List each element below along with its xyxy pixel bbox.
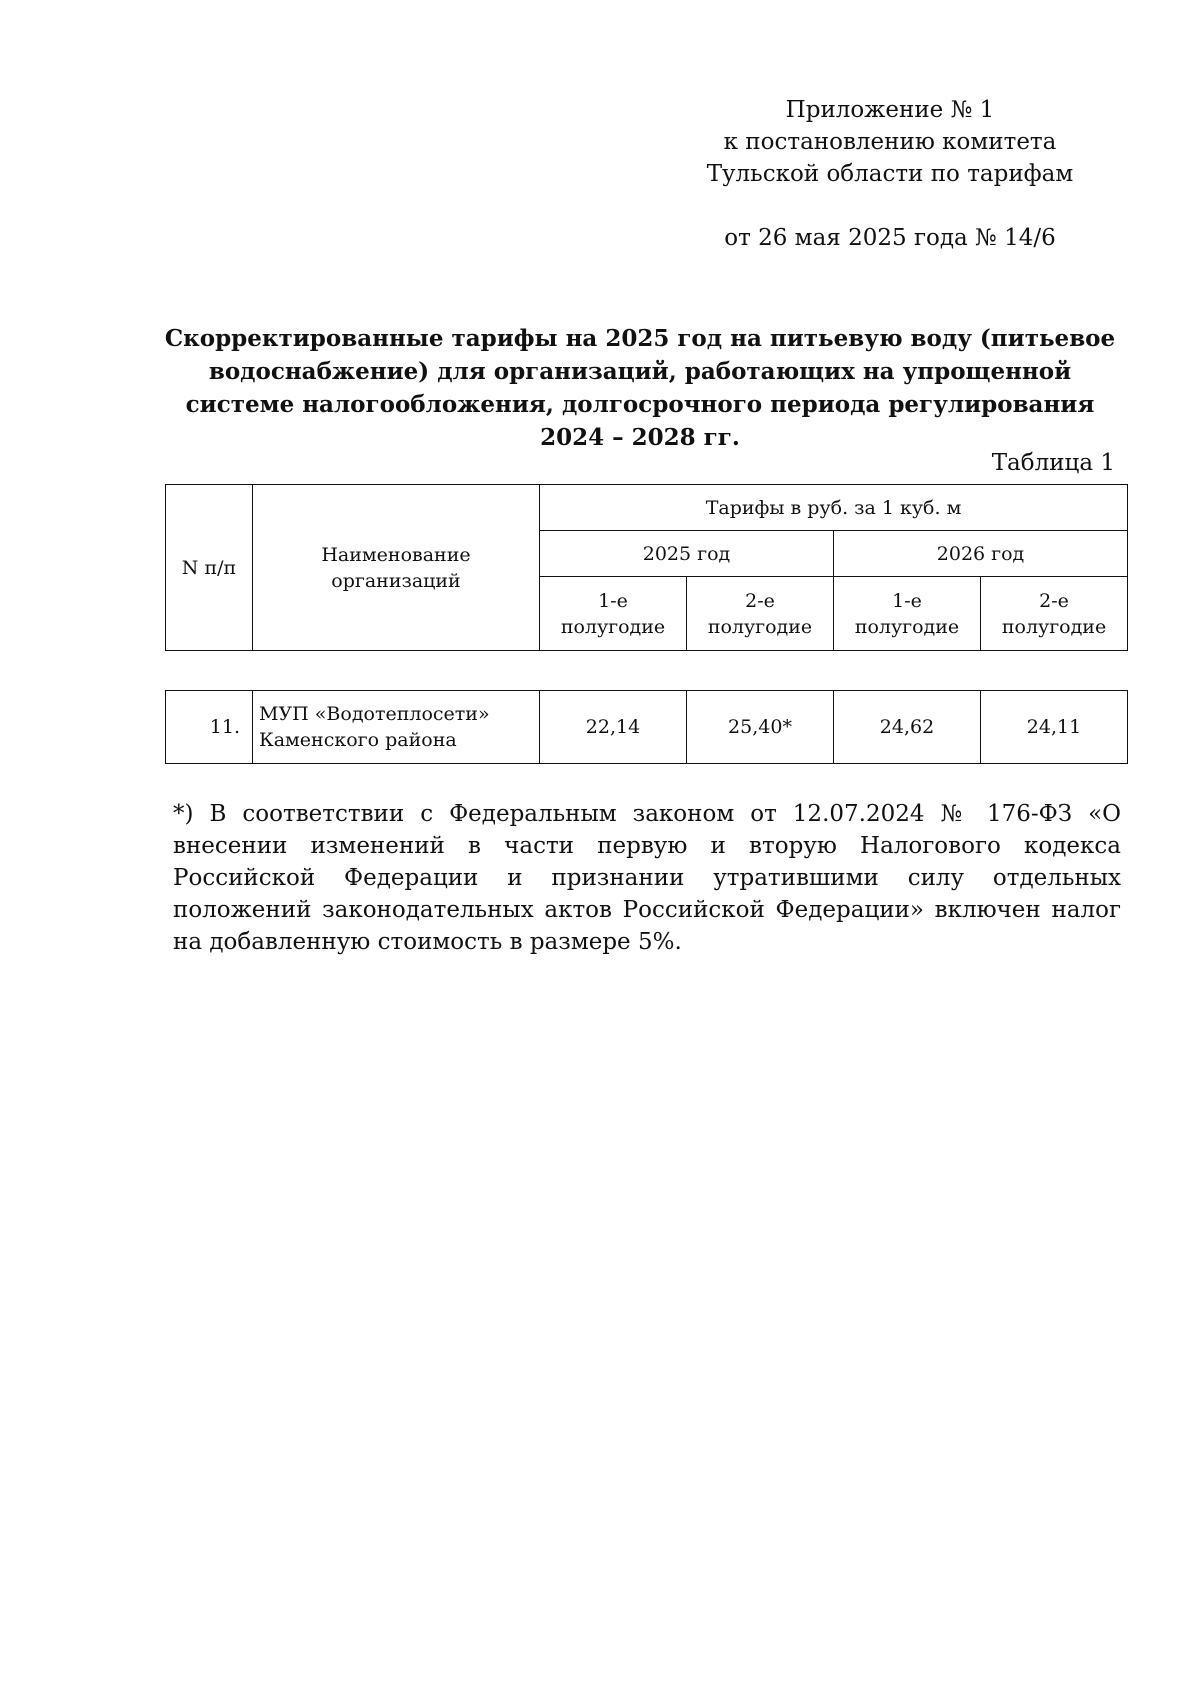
tariff-value: 22,14 — [540, 691, 687, 764]
half-header: 1-е полугодие — [540, 577, 687, 651]
organization-name: МУП «Водотеплосети» Каменского района — [253, 691, 540, 764]
row-number: 11. — [166, 691, 253, 764]
resolution-date: от 26 мая 2025 года № 14/6 — [724, 225, 1056, 251]
footnote: *) В соответствии с Федеральным законом от 12.07.2024 № 176-ФЗ «О внесении изменений в части первую и вторую Налогового кодекса Российской Федерации и признании утратившими силу отдельных положений законодательных актов Российской Федерации» включен налог на добавленную стоимость в размере 5%. — [173, 801, 1121, 955]
table-label: Таблица 1 — [991, 450, 1115, 476]
appendix-line: Тульской области по тарифам — [706, 161, 1074, 187]
tariff-value: 24,62 — [834, 691, 981, 764]
column-header-organization: Наименование организаций — [253, 485, 540, 651]
year-header-2025: 2025 год — [540, 531, 834, 577]
tariff-value: 25,40* — [687, 691, 834, 764]
half-header: 2-е полугодие — [981, 577, 1128, 651]
year-header-2026: 2026 год — [834, 531, 1128, 577]
table-row — [166, 691, 1128, 764]
group-header-tariffs: Тарифы в руб. за 1 куб. м — [540, 485, 1128, 531]
half-header: 1-е полугодие — [834, 577, 981, 651]
column-header-number: N п/п — [166, 485, 253, 651]
tariff-table-header — [165, 484, 1128, 651]
half-header: 2-е полугодие — [687, 577, 834, 651]
document-title: Скорректированные тарифы на 2025 год на питьевую воду (питьевое водоснабжение) для организаций, работающих на упрощенной системе налогообложения, долгосрочного периода регулирования 2024 – 2028 гг. — [164, 325, 1116, 451]
tariff-table-body — [165, 690, 1128, 764]
appendix-line: к постановлению комитета — [723, 129, 1057, 155]
appendix-line: Приложение № 1 — [785, 97, 995, 123]
appendix-header — [690, 94, 1090, 190]
tariff-value: 24,11 — [981, 691, 1128, 764]
